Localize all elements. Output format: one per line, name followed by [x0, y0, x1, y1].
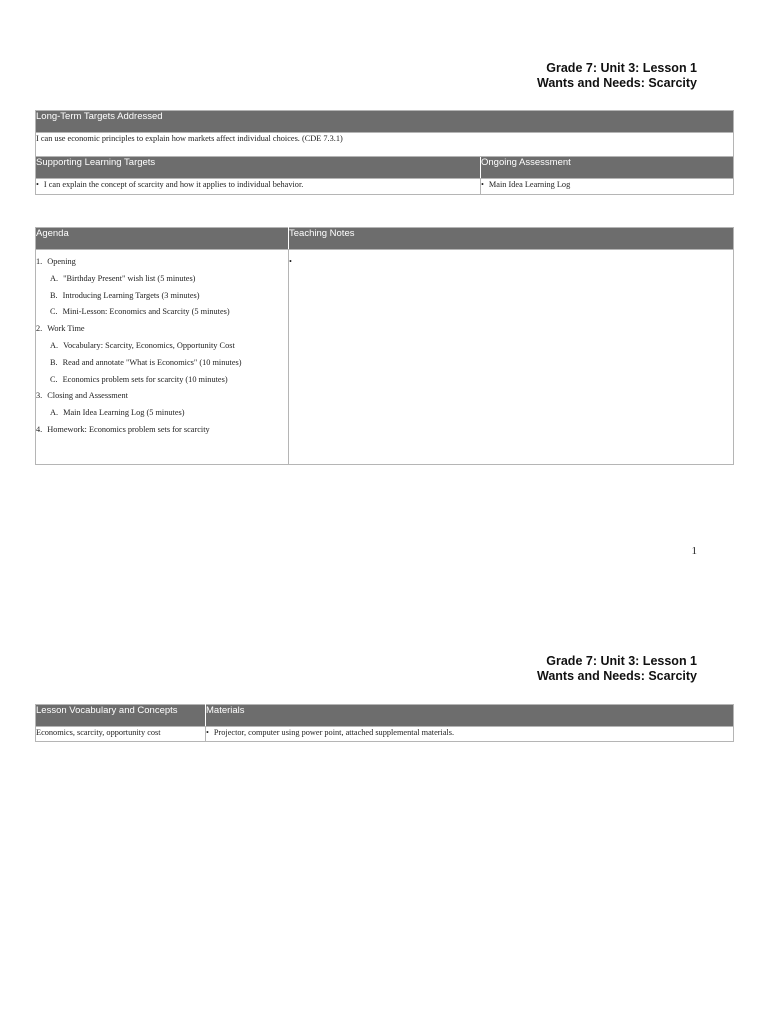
agenda-subitem-label: C.: [50, 374, 58, 384]
agenda-item-number: 3.: [36, 391, 43, 401]
agenda-subitem: [36, 273, 288, 284]
agenda-item: [36, 424, 288, 435]
agenda-subitem-label: C.: [50, 307, 58, 317]
agenda-table: [35, 227, 734, 465]
agenda-subitem-text: "Birthday Present" wish list (5 minutes): [63, 273, 196, 283]
agenda-item-text: Homework: Economics problem sets for scarcity: [47, 424, 210, 434]
page1-header-title: Wants and Needs: Scarcity: [536, 75, 697, 90]
agenda-subitem-text: Read and annotate "What is Economics" (10 minutes): [62, 357, 242, 367]
agenda-content: [36, 250, 289, 465]
agenda-subitem-text: Vocabulary: Scarcity, Economics, Opportunity Cost: [63, 340, 235, 350]
page1-header-unit: Grade 7: Unit 3: Lesson 1: [546, 61, 697, 75]
agenda-item: [36, 390, 288, 401]
agenda-item-number: 1.: [36, 257, 43, 266]
supporting-targets-heading: Supporting Learning Targets: [36, 157, 481, 179]
agenda-subitem: [36, 407, 288, 418]
agenda-item-text: Closing and Assessment: [47, 391, 128, 401]
agenda-item: [36, 256, 288, 267]
materials-item: [206, 727, 734, 742]
teaching-notes-bullet: •: [289, 257, 292, 266]
page1-header: [537, 61, 697, 90]
teaching-notes-heading: Teaching Notes: [289, 228, 734, 250]
materials-text: • Projector, computer using power point, attached supplemental materials.: [206, 728, 454, 737]
agenda-subitem-text: Mini-Lesson: Economics and Scarcity (5 minutes): [62, 307, 230, 317]
vocab-heading: Lesson Vocabulary and Concepts: [36, 705, 206, 727]
agenda-subitem-text: Economics problem sets for scarcity (10 minutes): [62, 374, 228, 384]
page2-header-title: Wants and Needs: Scarcity: [536, 668, 697, 683]
agenda-list: [36, 256, 288, 435]
long-term-targets-heading: Long-Term Targets Addressed: [36, 111, 734, 133]
supporting-target-text: • I can explain the concept of scarcity and how it applies to individual behavior.: [36, 180, 303, 189]
agenda-subitem: [36, 340, 288, 351]
agenda-subitem-text: Main Idea Learning Log (5 minutes): [63, 408, 185, 418]
agenda-subitem-label: B.: [50, 290, 58, 300]
materials-heading: Materials: [206, 705, 734, 727]
teaching-notes-content: [289, 250, 734, 465]
agenda-heading: Agenda: [36, 228, 289, 250]
agenda-item-number: 2.: [36, 324, 43, 334]
agenda-item-text: Opening: [47, 257, 76, 266]
agenda-subitem-label: A.: [50, 408, 59, 418]
agenda-item: [36, 323, 288, 334]
supporting-target-item: [36, 179, 481, 195]
vocab-text: Economics, scarcity, opportunity cost: [36, 727, 206, 742]
agenda-subitem: [36, 357, 288, 368]
agenda-subitem: [36, 290, 288, 301]
vocab-materials-table: [35, 704, 734, 742]
agenda-subitem-label: B.: [50, 357, 58, 367]
ongoing-assessment-text: • Main Idea Learning Log: [481, 180, 570, 189]
agenda-subitem: [36, 374, 288, 385]
agenda-subitem-label: A.: [50, 273, 59, 283]
page-number: 1: [691, 545, 697, 557]
agenda-subitem: [36, 306, 288, 317]
agenda-subitem-label: A.: [50, 340, 59, 350]
targets-table: [35, 110, 734, 195]
agenda-item-number: 4.: [36, 424, 43, 434]
page2-header-unit: Grade 7: Unit 3: Lesson 1: [546, 654, 697, 668]
page2-header: [537, 654, 697, 683]
agenda-item-text: Work Time: [47, 324, 85, 334]
ongoing-assessment-item: [481, 179, 734, 195]
long-term-targets-text: I can use economic principles to explain how markets affect individual choices. (CDE 7.3.1): [36, 133, 734, 157]
agenda-subitem-text: Introducing Learning Targets (3 minutes): [62, 290, 200, 300]
ongoing-assessment-heading: Ongoing Assessment: [481, 157, 734, 179]
